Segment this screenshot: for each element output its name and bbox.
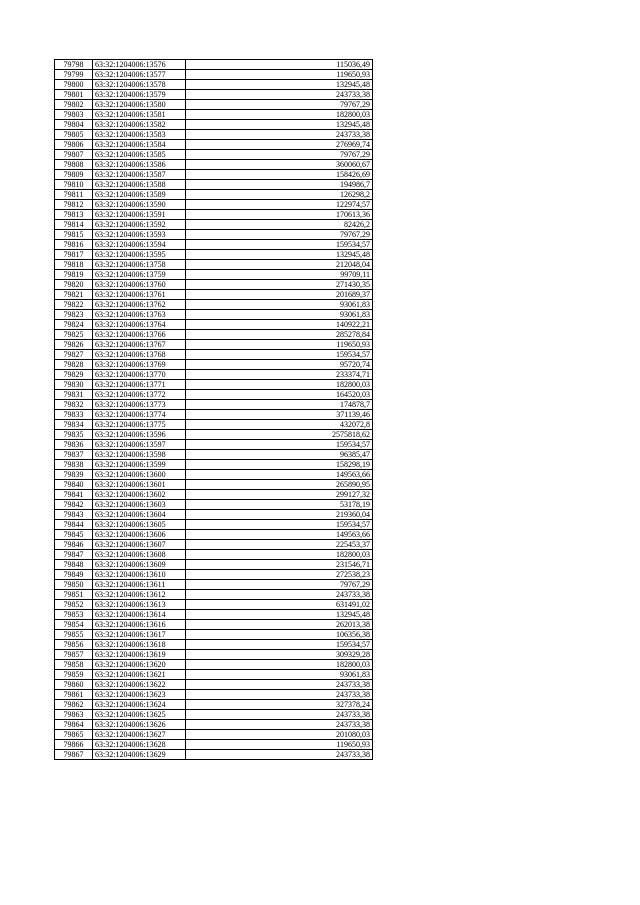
cadastral-number-cell: 63:32:1204006:13601 xyxy=(93,480,186,490)
value-cell: 96385,47 xyxy=(186,450,373,460)
row-number-cell: 79828 xyxy=(55,360,93,370)
row-number-cell: 79801 xyxy=(55,90,93,100)
table-row xyxy=(55,550,373,560)
table-row xyxy=(55,680,373,690)
cadastral-number-cell: 63:32:1204006:13762 xyxy=(93,300,186,310)
row-number-cell: 79810 xyxy=(55,180,93,190)
table-row xyxy=(55,510,373,520)
row-number-cell: 79837 xyxy=(55,450,93,460)
cadastral-number-cell: 63:32:1204006:13622 xyxy=(93,680,186,690)
row-number-cell: 79800 xyxy=(55,80,93,90)
cadastral-number-cell: 63:32:1204006:13606 xyxy=(93,530,186,540)
cadastral-number-cell: 63:32:1204006:13597 xyxy=(93,440,186,450)
cadastral-number-cell: 63:32:1204006:13758 xyxy=(93,260,186,270)
value-cell: 182800,03 xyxy=(186,660,373,670)
row-number-cell: 79850 xyxy=(55,580,93,590)
cadastral-number-cell: 63:32:1204006:13771 xyxy=(93,380,186,390)
table-row xyxy=(55,430,373,440)
row-number-cell: 79823 xyxy=(55,310,93,320)
cadastral-number-cell: 63:32:1204006:13582 xyxy=(93,120,186,130)
table-row xyxy=(55,420,373,430)
cadastral-number-cell: 63:32:1204006:13628 xyxy=(93,740,186,750)
row-number-cell: 79826 xyxy=(55,340,93,350)
value-cell: 126298,2 xyxy=(186,190,373,200)
row-number-cell: 79848 xyxy=(55,560,93,570)
cadastral-number-cell: 63:32:1204006:13599 xyxy=(93,460,186,470)
value-cell: 132945,48 xyxy=(186,610,373,620)
table-row xyxy=(55,490,373,500)
row-number-cell: 79834 xyxy=(55,420,93,430)
cadastral-number-cell: 63:32:1204006:13613 xyxy=(93,600,186,610)
table-row xyxy=(55,390,373,400)
row-number-cell: 79802 xyxy=(55,100,93,110)
value-cell: 79767,29 xyxy=(186,150,373,160)
value-cell: 182800,03 xyxy=(186,550,373,560)
value-cell: 371139,46 xyxy=(186,410,373,420)
value-cell: 285278,84 xyxy=(186,330,373,340)
table-row xyxy=(55,310,373,320)
table-row xyxy=(55,320,373,330)
cadastral-number-cell: 63:32:1204006:13774 xyxy=(93,410,186,420)
value-cell: 140922,21 xyxy=(186,320,373,330)
value-cell: 233374,71 xyxy=(186,370,373,380)
table-row xyxy=(55,500,373,510)
cadastral-number-cell: 63:32:1204006:13581 xyxy=(93,110,186,120)
value-cell: 93061,83 xyxy=(186,670,373,680)
row-number-cell: 79832 xyxy=(55,400,93,410)
value-cell: 79767,29 xyxy=(186,100,373,110)
value-cell: 271430,35 xyxy=(186,280,373,290)
value-cell: 159534,57 xyxy=(186,520,373,530)
row-number-cell: 79808 xyxy=(55,160,93,170)
row-number-cell: 79798 xyxy=(55,60,93,70)
row-number-cell: 79806 xyxy=(55,140,93,150)
value-cell: 327378,24 xyxy=(186,700,373,710)
table-row xyxy=(55,480,373,490)
table-row xyxy=(55,340,373,350)
row-number-cell: 79811 xyxy=(55,190,93,200)
table-row xyxy=(55,520,373,530)
row-number-cell: 79847 xyxy=(55,550,93,560)
cadastral-number-cell: 63:32:1204006:13617 xyxy=(93,630,186,640)
cadastral-number-cell: 63:32:1204006:13619 xyxy=(93,650,186,660)
value-cell: 158426,69 xyxy=(186,170,373,180)
cadastral-number-cell: 63:32:1204006:13603 xyxy=(93,500,186,510)
value-cell: 276969,74 xyxy=(186,140,373,150)
cadastral-number-cell: 63:32:1204006:13627 xyxy=(93,730,186,740)
value-cell: 243733,38 xyxy=(186,710,373,720)
row-number-cell: 79821 xyxy=(55,290,93,300)
row-number-cell: 79813 xyxy=(55,210,93,220)
table-row xyxy=(55,290,373,300)
table-row xyxy=(55,360,373,370)
cadastral-number-cell: 63:32:1204006:13621 xyxy=(93,670,186,680)
row-number-cell: 79805 xyxy=(55,130,93,140)
value-cell: 132945,48 xyxy=(186,80,373,90)
table-row xyxy=(55,400,373,410)
cadastral-number-cell: 63:32:1204006:13578 xyxy=(93,80,186,90)
table-row xyxy=(55,90,373,100)
value-cell: 174878,7 xyxy=(186,400,373,410)
table-row xyxy=(55,620,373,630)
row-number-cell: 79819 xyxy=(55,270,93,280)
cadastral-number-cell: 63:32:1204006:13607 xyxy=(93,540,186,550)
value-cell: 201080,03 xyxy=(186,730,373,740)
table-row xyxy=(55,180,373,190)
value-cell: 272538,23 xyxy=(186,570,373,580)
row-number-cell: 79842 xyxy=(55,500,93,510)
value-cell: 93061,83 xyxy=(186,300,373,310)
table-row xyxy=(55,380,373,390)
cadastral-number-cell: 63:32:1204006:13612 xyxy=(93,590,186,600)
value-cell: 432072,8 xyxy=(186,420,373,430)
cadastral-number-cell: 63:32:1204006:13624 xyxy=(93,700,186,710)
table-row xyxy=(55,60,373,70)
value-cell: 79767,29 xyxy=(186,580,373,590)
value-cell: 243733,38 xyxy=(186,130,373,140)
row-number-cell: 79860 xyxy=(55,680,93,690)
row-number-cell: 79833 xyxy=(55,410,93,420)
table-row xyxy=(55,590,373,600)
cadastral-number-cell: 63:32:1204006:13583 xyxy=(93,130,186,140)
table-row xyxy=(55,270,373,280)
cadastral-number-cell: 63:32:1204006:13584 xyxy=(93,140,186,150)
table-row xyxy=(55,250,373,260)
row-number-cell: 79854 xyxy=(55,620,93,630)
row-number-cell: 79814 xyxy=(55,220,93,230)
table-row xyxy=(55,710,373,720)
value-cell: 149563,66 xyxy=(186,470,373,480)
table-row xyxy=(55,120,373,130)
cadastral-number-cell: 63:32:1204006:13588 xyxy=(93,180,186,190)
row-number-cell: 79836 xyxy=(55,440,93,450)
table-row xyxy=(55,140,373,150)
value-cell: 99709,11 xyxy=(186,270,373,280)
table-row xyxy=(55,100,373,110)
value-cell: 299127,32 xyxy=(186,490,373,500)
value-cell: 243733,38 xyxy=(186,90,373,100)
table-row xyxy=(55,470,373,480)
table-row xyxy=(55,750,373,760)
value-cell: 219360,04 xyxy=(186,510,373,520)
row-number-cell: 79825 xyxy=(55,330,93,340)
row-number-cell: 79855 xyxy=(55,630,93,640)
row-number-cell: 79861 xyxy=(55,690,93,700)
row-number-cell: 79853 xyxy=(55,610,93,620)
row-number-cell: 79829 xyxy=(55,370,93,380)
row-number-cell: 79857 xyxy=(55,650,93,660)
value-cell: 243733,38 xyxy=(186,690,373,700)
cadastral-number-cell: 63:32:1204006:13587 xyxy=(93,170,186,180)
row-number-cell: 79807 xyxy=(55,150,93,160)
value-cell: 243733,38 xyxy=(186,750,373,760)
value-cell: 158298,19 xyxy=(186,460,373,470)
row-number-cell: 79866 xyxy=(55,740,93,750)
value-cell: 132945,48 xyxy=(186,120,373,130)
cadastral-number-cell: 63:32:1204006:13595 xyxy=(93,250,186,260)
row-number-cell: 79822 xyxy=(55,300,93,310)
value-cell: 2575818,62 xyxy=(186,430,373,440)
table-row xyxy=(55,740,373,750)
table-row xyxy=(55,170,373,180)
cadastral-number-cell: 63:32:1204006:13594 xyxy=(93,240,186,250)
row-number-cell: 79839 xyxy=(55,470,93,480)
table-row xyxy=(55,230,373,240)
table-row xyxy=(55,700,373,710)
value-cell: 119650,93 xyxy=(186,70,373,80)
row-number-cell: 79816 xyxy=(55,240,93,250)
row-number-cell: 79865 xyxy=(55,730,93,740)
row-number-cell: 79820 xyxy=(55,280,93,290)
cadastral-number-cell: 63:32:1204006:13620 xyxy=(93,660,186,670)
row-number-cell: 79840 xyxy=(55,480,93,490)
table-row xyxy=(55,300,373,310)
row-number-cell: 79851 xyxy=(55,590,93,600)
cadastral-number-cell: 63:32:1204006:13759 xyxy=(93,270,186,280)
row-number-cell: 79812 xyxy=(55,200,93,210)
row-number-cell: 79830 xyxy=(55,380,93,390)
cadastral-number-cell: 63:32:1204006:13764 xyxy=(93,320,186,330)
row-number-cell: 79835 xyxy=(55,430,93,440)
value-cell: 265890,95 xyxy=(186,480,373,490)
table-row xyxy=(55,460,373,470)
cadastral-number-cell: 63:32:1204006:13629 xyxy=(93,750,186,760)
cadastral-number-cell: 63:32:1204006:13586 xyxy=(93,160,186,170)
row-number-cell: 79863 xyxy=(55,710,93,720)
cadastral-number-cell: 63:32:1204006:13623 xyxy=(93,690,186,700)
table-row xyxy=(55,80,373,90)
cadastral-number-cell: 63:32:1204006:13585 xyxy=(93,150,186,160)
data-table xyxy=(54,59,373,760)
value-cell: 122974,57 xyxy=(186,200,373,210)
row-number-cell: 79843 xyxy=(55,510,93,520)
cadastral-number-cell: 63:32:1204006:13773 xyxy=(93,400,186,410)
row-number-cell: 79864 xyxy=(55,720,93,730)
cadastral-number-cell: 63:32:1204006:13768 xyxy=(93,350,186,360)
cadastral-number-cell: 63:32:1204006:13618 xyxy=(93,640,186,650)
table-row xyxy=(55,580,373,590)
row-number-cell: 79827 xyxy=(55,350,93,360)
value-cell: 119650,93 xyxy=(186,340,373,350)
row-number-cell: 79849 xyxy=(55,570,93,580)
value-cell: 243733,38 xyxy=(186,720,373,730)
value-cell: 159534,57 xyxy=(186,350,373,360)
value-cell: 159534,57 xyxy=(186,440,373,450)
row-number-cell: 79859 xyxy=(55,670,93,680)
table-row xyxy=(55,440,373,450)
value-cell: 243733,38 xyxy=(186,680,373,690)
value-cell: 231546,71 xyxy=(186,560,373,570)
cadastral-number-cell: 63:32:1204006:13600 xyxy=(93,470,186,480)
cadastral-number-cell: 63:32:1204006:13763 xyxy=(93,310,186,320)
value-cell: 93061,83 xyxy=(186,310,373,320)
table-row xyxy=(55,350,373,360)
value-cell: 170613,36 xyxy=(186,210,373,220)
row-number-cell: 79838 xyxy=(55,460,93,470)
cadastral-number-cell: 63:32:1204006:13593 xyxy=(93,230,186,240)
cadastral-number-cell: 63:32:1204006:13609 xyxy=(93,560,186,570)
table-row xyxy=(55,190,373,200)
table-row xyxy=(55,160,373,170)
row-number-cell: 79841 xyxy=(55,490,93,500)
table-row xyxy=(55,280,373,290)
row-number-cell: 79804 xyxy=(55,120,93,130)
table-row xyxy=(55,70,373,80)
value-cell: 225453,37 xyxy=(186,540,373,550)
table-row xyxy=(55,660,373,670)
row-number-cell: 79817 xyxy=(55,250,93,260)
cadastral-number-cell: 63:32:1204006:13580 xyxy=(93,100,186,110)
cadastral-number-cell: 63:32:1204006:13608 xyxy=(93,550,186,560)
row-number-cell: 79803 xyxy=(55,110,93,120)
value-cell: 79767,29 xyxy=(186,230,373,240)
value-cell: 106356,38 xyxy=(186,630,373,640)
table-row xyxy=(55,210,373,220)
table-row xyxy=(55,150,373,160)
table-row xyxy=(55,200,373,210)
row-number-cell: 79867 xyxy=(55,750,93,760)
cadastral-number-cell: 63:32:1204006:13611 xyxy=(93,580,186,590)
value-cell: 212048,04 xyxy=(186,260,373,270)
row-number-cell: 79846 xyxy=(55,540,93,550)
row-number-cell: 79845 xyxy=(55,530,93,540)
row-number-cell: 79815 xyxy=(55,230,93,240)
value-cell: 243733,38 xyxy=(186,590,373,600)
table-row xyxy=(55,330,373,340)
value-cell: 115036,49 xyxy=(186,60,373,70)
cadastral-number-cell: 63:32:1204006:13769 xyxy=(93,360,186,370)
value-cell: 182800,03 xyxy=(186,110,373,120)
table-row xyxy=(55,570,373,580)
value-cell: 262013,38 xyxy=(186,620,373,630)
cadastral-number-cell: 63:32:1204006:13596 xyxy=(93,430,186,440)
cadastral-number-cell: 63:32:1204006:13626 xyxy=(93,720,186,730)
table-row xyxy=(55,640,373,650)
value-cell: 119650,93 xyxy=(186,740,373,750)
value-cell: 159534,57 xyxy=(186,240,373,250)
row-number-cell: 79844 xyxy=(55,520,93,530)
cadastral-number-cell: 63:32:1204006:13576 xyxy=(93,60,186,70)
cadastral-number-cell: 63:32:1204006:13616 xyxy=(93,620,186,630)
table-row xyxy=(55,410,373,420)
table-row xyxy=(55,720,373,730)
cadastral-number-cell: 63:32:1204006:13761 xyxy=(93,290,186,300)
table-row xyxy=(55,240,373,250)
value-cell: 194986,7 xyxy=(186,180,373,190)
cadastral-number-cell: 63:32:1204006:13772 xyxy=(93,390,186,400)
row-number-cell: 79809 xyxy=(55,170,93,180)
value-cell: 82426,2 xyxy=(186,220,373,230)
cadastral-number-cell: 63:32:1204006:13591 xyxy=(93,210,186,220)
table-row xyxy=(55,650,373,660)
cadastral-number-cell: 63:32:1204006:13610 xyxy=(93,570,186,580)
table-row xyxy=(55,450,373,460)
cadastral-number-cell: 63:32:1204006:13592 xyxy=(93,220,186,230)
row-number-cell: 79852 xyxy=(55,600,93,610)
cadastral-number-cell: 63:32:1204006:13604 xyxy=(93,510,186,520)
table-row xyxy=(55,730,373,740)
cadastral-number-cell: 63:32:1204006:13625 xyxy=(93,710,186,720)
cadastral-number-cell: 63:32:1204006:13775 xyxy=(93,420,186,430)
cadastral-number-cell: 63:32:1204006:13605 xyxy=(93,520,186,530)
table-row xyxy=(55,260,373,270)
cadastral-number-cell: 63:32:1204006:13614 xyxy=(93,610,186,620)
table-row xyxy=(55,610,373,620)
value-cell: 631491,02 xyxy=(186,600,373,610)
value-cell: 360060,67 xyxy=(186,160,373,170)
value-cell: 132945,48 xyxy=(186,250,373,260)
cadastral-number-cell: 63:32:1204006:13766 xyxy=(93,330,186,340)
row-number-cell: 79824 xyxy=(55,320,93,330)
cadastral-number-cell: 63:32:1204006:13770 xyxy=(93,370,186,380)
row-number-cell: 79858 xyxy=(55,660,93,670)
cadastral-number-cell: 63:32:1204006:13767 xyxy=(93,340,186,350)
value-cell: 309329,28 xyxy=(186,650,373,660)
cadastral-number-cell: 63:32:1204006:13602 xyxy=(93,490,186,500)
cadastral-number-cell: 63:32:1204006:13598 xyxy=(93,450,186,460)
value-cell: 182800,03 xyxy=(186,380,373,390)
table-row xyxy=(55,670,373,680)
table-row xyxy=(55,220,373,230)
table-row xyxy=(55,560,373,570)
value-cell: 149563,66 xyxy=(186,530,373,540)
table-row xyxy=(55,110,373,120)
table-row xyxy=(55,630,373,640)
cadastral-number-cell: 63:32:1204006:13589 xyxy=(93,190,186,200)
value-cell: 164520,03 xyxy=(186,390,373,400)
table-body xyxy=(55,60,373,760)
table-row xyxy=(55,530,373,540)
table-row xyxy=(55,600,373,610)
cadastral-number-cell: 63:32:1204006:13590 xyxy=(93,200,186,210)
cadastral-number-cell: 63:32:1204006:13760 xyxy=(93,280,186,290)
table-row xyxy=(55,370,373,380)
value-cell: 159534,57 xyxy=(186,640,373,650)
cadastral-number-cell: 63:32:1204006:13577 xyxy=(93,70,186,80)
row-number-cell: 79799 xyxy=(55,70,93,80)
row-number-cell: 79818 xyxy=(55,260,93,270)
table-row xyxy=(55,690,373,700)
row-number-cell: 79831 xyxy=(55,390,93,400)
table-row xyxy=(55,540,373,550)
value-cell: 53178,19 xyxy=(186,500,373,510)
value-cell: 201689,37 xyxy=(186,290,373,300)
value-cell: 95720,74 xyxy=(186,360,373,370)
row-number-cell: 79856 xyxy=(55,640,93,650)
cadastral-number-cell: 63:32:1204006:13579 xyxy=(93,90,186,100)
row-number-cell: 79862 xyxy=(55,700,93,710)
table-row xyxy=(55,130,373,140)
